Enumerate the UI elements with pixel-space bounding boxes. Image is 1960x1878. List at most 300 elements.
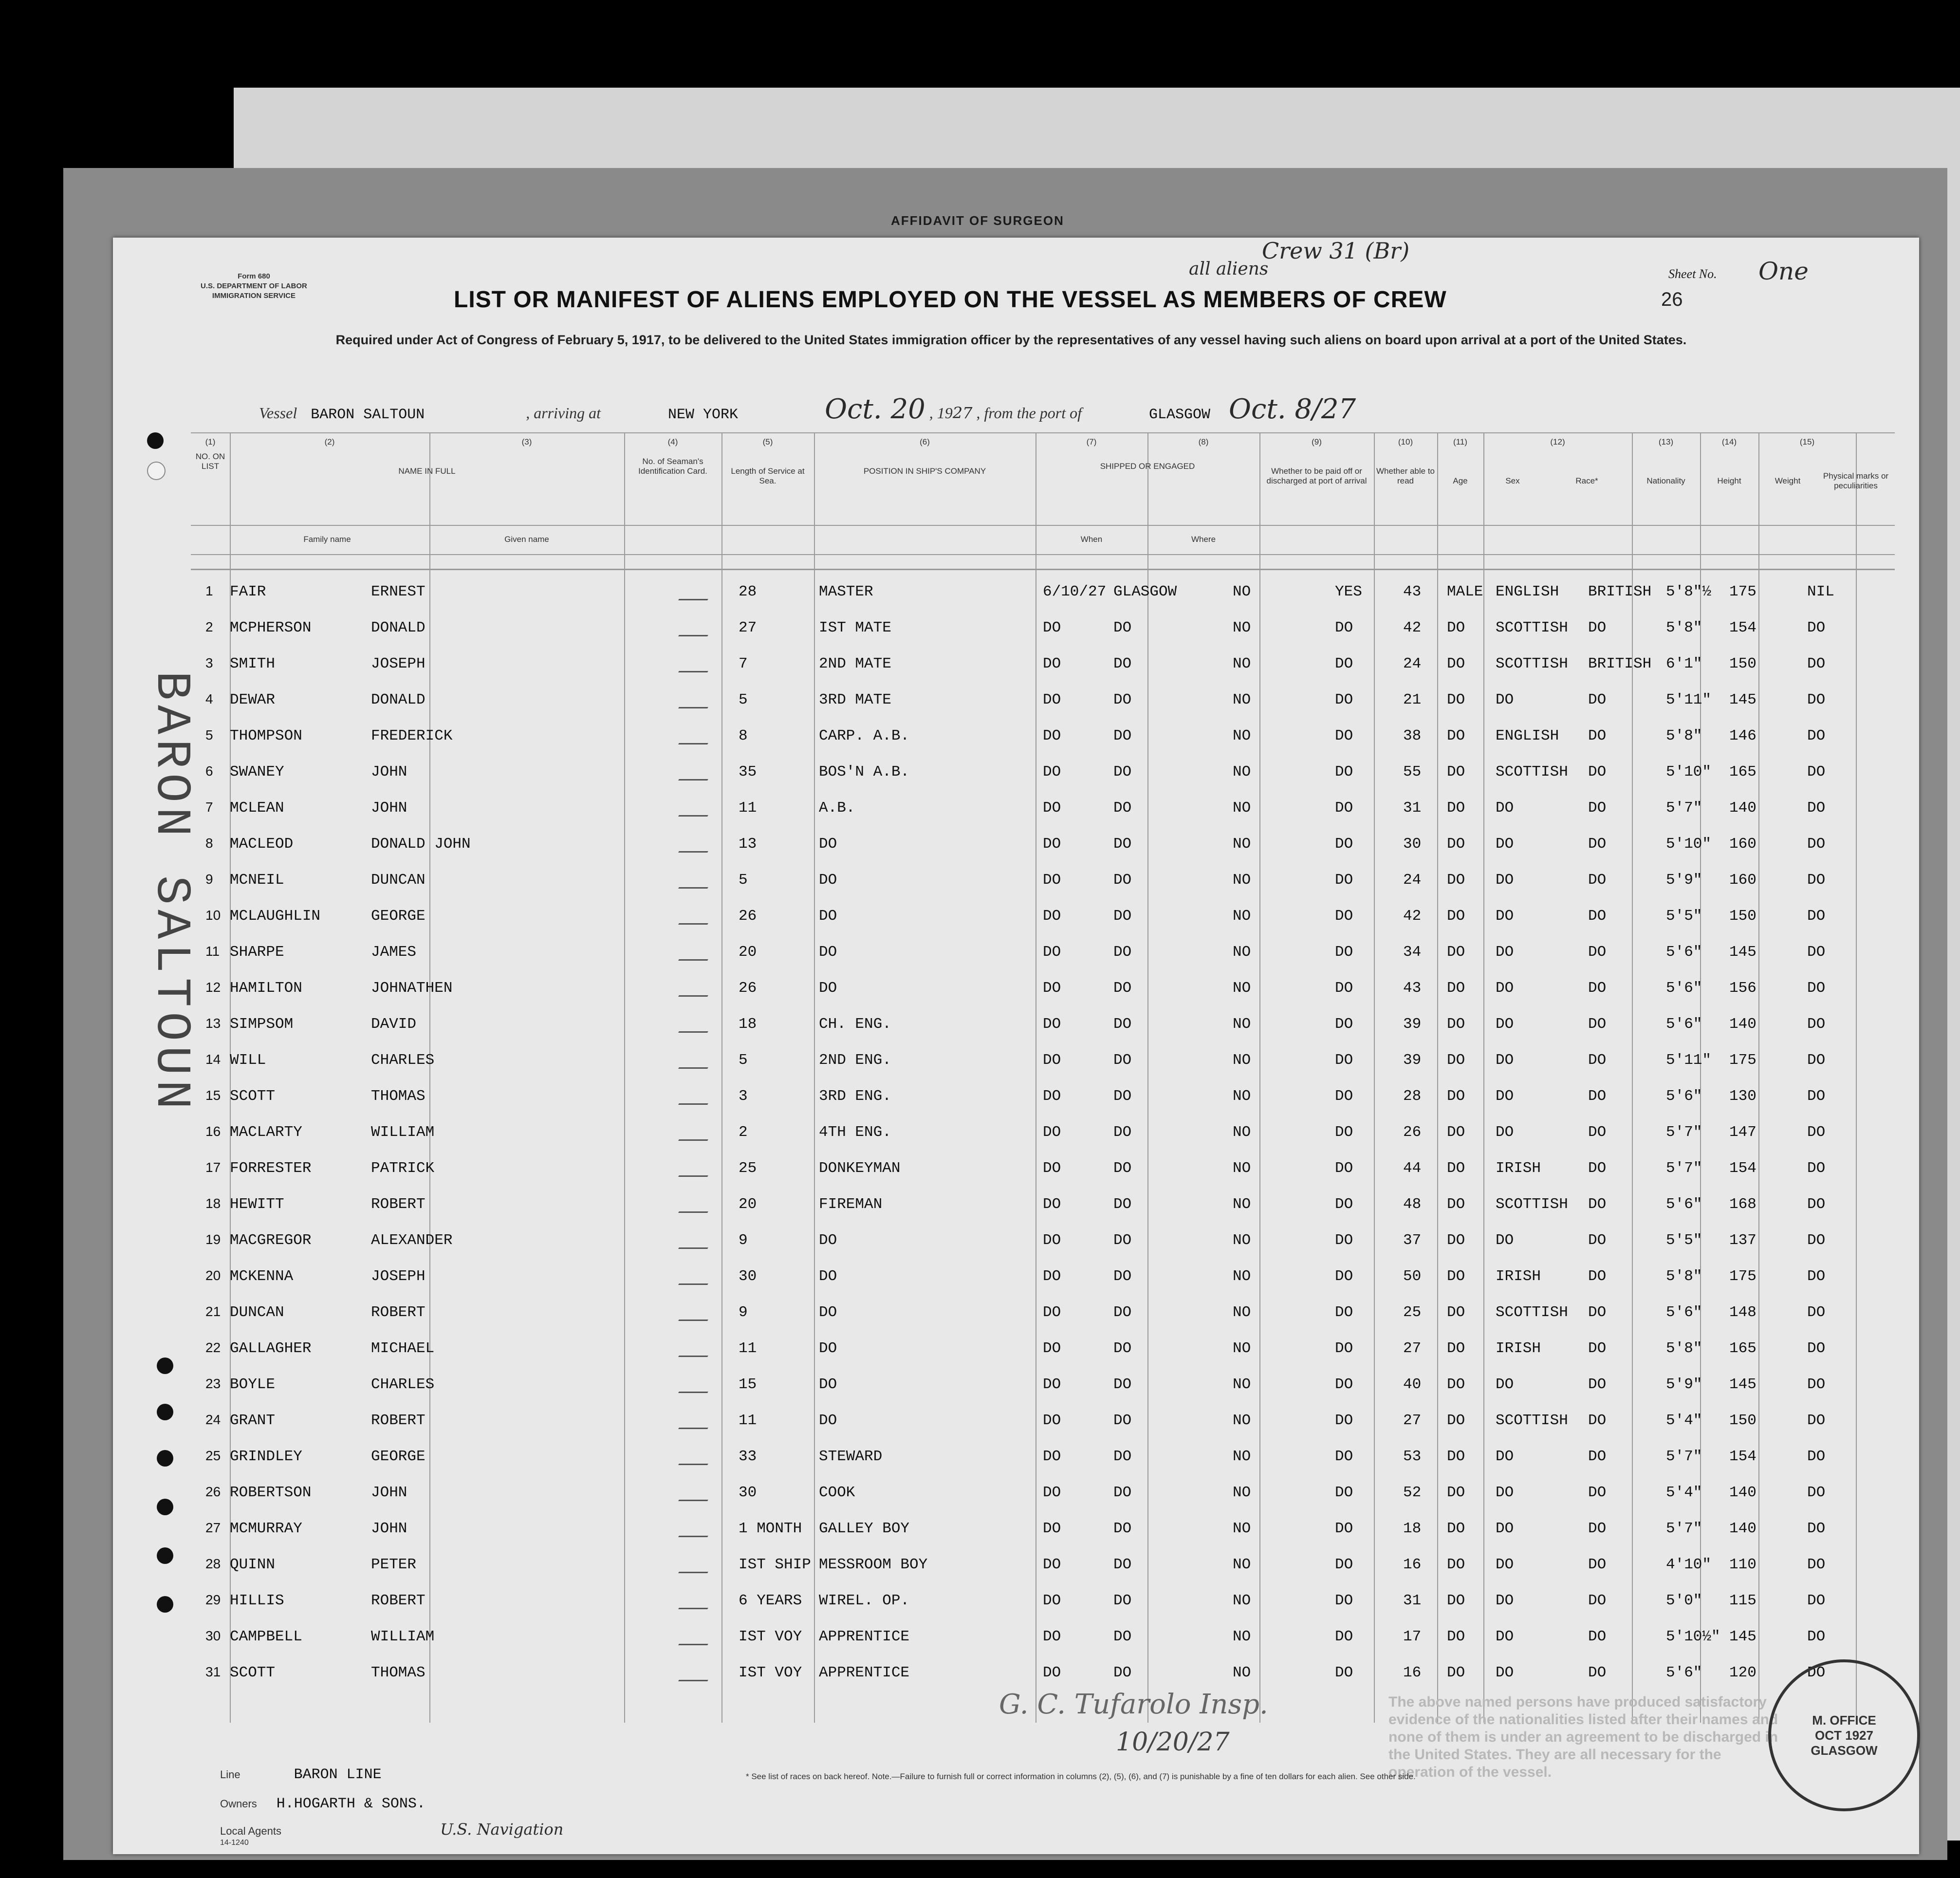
col-number: (7) (1086, 437, 1097, 446)
crew-no-cell: 21 (205, 1304, 221, 1319)
family-name-cell: MACGREGOR (230, 1232, 312, 1249)
sex-cell: DO (1447, 1484, 1465, 1501)
nationality-cell: DO (1588, 1448, 1607, 1465)
checkmark-icon (678, 946, 716, 961)
weight-cell: 150 (1729, 655, 1757, 672)
able-to-read-cell: DO (1335, 1376, 1353, 1393)
position-cell: DO (819, 872, 837, 889)
col-header-name: NAME IN FULL (398, 466, 456, 476)
sex-cell: DO (1447, 944, 1465, 961)
weight-cell: 154 (1729, 1160, 1757, 1177)
crew-list (191, 574, 1895, 1691)
race-cell: DO (1496, 1628, 1514, 1645)
sex-cell: DO (1447, 1124, 1465, 1141)
shipped-when-cell: DO (1043, 1268, 1061, 1285)
shipped-when-cell: DO (1043, 691, 1061, 708)
table-row (191, 934, 1895, 970)
shipped-when-cell: DO (1043, 1016, 1061, 1033)
paid-off-cell: NO (1233, 1556, 1251, 1573)
weight-cell: 160 (1729, 836, 1757, 853)
given-name-cell: GEORGE (371, 1448, 425, 1465)
col-header-weight: Weight (1775, 476, 1801, 485)
weight-cell: 146 (1729, 727, 1757, 744)
table-row (191, 970, 1895, 1006)
family-name-cell: FAIR (230, 583, 266, 600)
shipped-where-cell: DO (1113, 1016, 1132, 1033)
position-cell: DO (819, 836, 837, 853)
table-row (191, 1258, 1895, 1294)
given-name-cell: JOHNATHEN (371, 980, 453, 997)
line-value: BARON LINE (294, 1766, 382, 1783)
paid-off-cell: NO (1233, 872, 1251, 889)
family-name-cell: MACLARTY (230, 1124, 302, 1141)
able-to-read-cell: DO (1335, 1520, 1353, 1537)
col-header-nationality: Nationality (1646, 476, 1685, 485)
weight-cell: 120 (1729, 1664, 1757, 1681)
service-length-cell: 11 (739, 800, 757, 817)
able-to-read-cell: DO (1335, 1484, 1353, 1501)
position-cell: 3RD MATE (819, 691, 891, 708)
checkmark-icon (678, 1414, 716, 1429)
nationality-cell: DO (1588, 1304, 1607, 1321)
age-cell: 34 (1403, 944, 1422, 961)
marks-cell: DO (1807, 944, 1826, 961)
punch-hole (147, 432, 164, 449)
crew-count-note: Crew 31 (Br) (1262, 238, 1410, 264)
sex-cell: DO (1447, 1628, 1465, 1645)
shipped-where-cell: DO (1113, 872, 1132, 889)
shipped-where-cell: DO (1113, 1628, 1132, 1645)
vessel-label: Vessel (259, 404, 297, 422)
checkmark-icon (678, 729, 716, 744)
able-to-read-cell: DO (1335, 1052, 1353, 1069)
shipped-where-cell: DO (1113, 800, 1132, 817)
crew-no-cell: 19 (205, 1232, 221, 1247)
paid-off-cell: NO (1233, 1520, 1251, 1537)
shipped-where-cell: DO (1113, 1232, 1132, 1249)
table-row (191, 1510, 1895, 1546)
crew-no-cell: 27 (205, 1520, 221, 1535)
age-cell: 30 (1403, 836, 1422, 853)
weight-cell: 140 (1729, 800, 1757, 817)
side-vessel-stamp: BARON SALTOUN (143, 671, 198, 1115)
height-cell: 5'10" (1666, 763, 1712, 781)
paid-off-cell: NO (1233, 1412, 1251, 1429)
nationality-cell: DO (1588, 1052, 1607, 1069)
height-cell: 5'6" (1666, 1304, 1702, 1321)
able-to-read-cell: DO (1335, 872, 1353, 889)
nationality-cell: DO (1588, 1520, 1607, 1537)
race-cell: DO (1496, 1016, 1514, 1033)
checkmark-icon (678, 982, 716, 997)
shipped-where-cell: DO (1113, 1376, 1132, 1393)
checkmark-icon (678, 1594, 716, 1609)
shipped-where-cell: DO (1113, 691, 1132, 708)
checkmark-icon (678, 693, 716, 708)
shipped-when-cell: DO (1043, 1232, 1061, 1249)
checkmark-icon (678, 1306, 716, 1321)
shipped-where-cell: DO (1113, 1592, 1132, 1609)
race-cell: DO (1496, 1088, 1514, 1105)
nationality-cell: DO (1588, 1268, 1607, 1285)
height-cell: 5'8" (1666, 727, 1702, 744)
shipped-where-cell: DO (1113, 1664, 1132, 1681)
race-cell: DO (1496, 1448, 1514, 1465)
checkmark-icon (678, 1486, 716, 1501)
shipped-where-cell: DO (1113, 1052, 1132, 1069)
sheet-no: One (1758, 257, 1809, 285)
col-header-race: Race* (1575, 476, 1598, 485)
crew-no-cell: 5 (205, 727, 213, 743)
position-cell: 2ND ENG. (819, 1052, 891, 1069)
table-row (191, 682, 1895, 718)
age-cell: 16 (1403, 1664, 1422, 1681)
subhead-when: When (1080, 535, 1103, 544)
marks-cell: DO (1807, 1304, 1826, 1321)
able-to-read-cell: DO (1335, 944, 1353, 961)
rule (191, 432, 1895, 433)
sex-cell: DO (1447, 980, 1465, 997)
given-name-cell: ERNEST (371, 583, 425, 600)
sex-cell: DO (1447, 1016, 1465, 1033)
sex-cell: DO (1447, 1592, 1465, 1609)
age-cell: 18 (1403, 1520, 1422, 1537)
year-label: , 19 (929, 404, 953, 422)
able-to-read-cell: YES (1335, 583, 1362, 600)
age-cell: 16 (1403, 1556, 1422, 1573)
marks-cell: DO (1807, 1592, 1826, 1609)
crew-no-cell: 31 (205, 1664, 221, 1679)
given-name-cell: CHARLES (371, 1052, 435, 1069)
shipped-where-cell: DO (1113, 727, 1132, 744)
sex-cell: DO (1447, 1520, 1465, 1537)
punch-hole (157, 1404, 173, 1420)
table-row (191, 1618, 1895, 1655)
shipped-where-cell: DO (1113, 944, 1132, 961)
height-cell: 5'8" (1666, 1268, 1702, 1285)
weight-cell: 156 (1729, 980, 1757, 997)
marks-cell: DO (1807, 1160, 1826, 1177)
checkmark-icon (678, 621, 716, 636)
able-to-read-cell: DO (1335, 1160, 1353, 1177)
age-cell: 27 (1403, 1340, 1422, 1357)
position-cell: 4TH ENG. (819, 1124, 891, 1141)
weight-cell: 130 (1729, 1088, 1757, 1105)
nationality-cell: DO (1588, 691, 1607, 708)
position-cell: DO (819, 908, 837, 925)
able-to-read-cell: DO (1335, 800, 1353, 817)
age-cell: 53 (1403, 1448, 1422, 1465)
able-to-read-cell: DO (1335, 655, 1353, 672)
marks-cell: DO (1807, 1232, 1826, 1249)
marks-cell: DO (1807, 1052, 1826, 1069)
family-name-cell: MCMURRAY (230, 1520, 302, 1537)
owners-label: Owners (220, 1798, 257, 1810)
arrival-year: 27 (952, 404, 973, 422)
table-row (191, 1366, 1895, 1402)
shipped-when-cell: DO (1043, 944, 1061, 961)
paid-off-cell: NO (1233, 980, 1251, 997)
height-cell: 5'6" (1666, 944, 1702, 961)
col-number: (2) (324, 437, 335, 446)
age-cell: 52 (1403, 1484, 1422, 1501)
col-header-position: POSITION IN SHIP'S COMPANY (863, 466, 986, 476)
height-cell: 5'8"½ (1666, 583, 1712, 600)
crew-no-cell: 11 (205, 944, 220, 959)
age-cell: 48 (1403, 1196, 1422, 1213)
family-name-cell: MCLEAN (230, 800, 284, 817)
shipped-where-cell: DO (1113, 1196, 1132, 1213)
able-to-read-cell: DO (1335, 619, 1353, 636)
punch-hole (157, 1357, 173, 1374)
marks-cell: DO (1807, 872, 1826, 889)
footnote: * See list of races on back hereof. Note.—Failure to furnish full or correct information in columns (2), (5), (6), and (7) is punishable by a fine of ten dollars for each alien. See other side. (746, 1772, 1416, 1781)
affidavit-heading: AFFIDAVIT OF SURGEON (891, 213, 1064, 228)
age-cell: 55 (1403, 763, 1422, 781)
table-row (191, 898, 1895, 934)
given-name-cell: ALEXANDER (371, 1232, 453, 1249)
weight-cell: 150 (1729, 1412, 1757, 1429)
nationality-cell: BRITISH (1588, 655, 1652, 672)
shipped-when-cell: DO (1043, 1664, 1061, 1681)
certification-text: The above named persons have produced satisfactory evidence of the nationalities listed after their names and none of them is under an agreement to be discharged in the United States. They are all necessary for the operation of the vessel. (1388, 1694, 1778, 1780)
shipped-where-cell: DO (1113, 1088, 1132, 1105)
race-cell: DO (1496, 1376, 1514, 1393)
service-length-cell: 11 (739, 1412, 757, 1429)
crew-no-cell: 20 (205, 1268, 221, 1283)
paid-off-cell: NO (1233, 583, 1251, 600)
weight-cell: 115 (1729, 1592, 1757, 1609)
position-cell: DO (819, 1340, 837, 1357)
paid-off-cell: NO (1233, 1376, 1251, 1393)
age-cell: 31 (1403, 800, 1422, 817)
family-name-cell: GRANT (230, 1412, 276, 1429)
paid-off-cell: NO (1233, 800, 1251, 817)
marks-cell: DO (1807, 1664, 1826, 1681)
paid-off-cell: NO (1233, 1196, 1251, 1213)
col-number: (6) (920, 437, 930, 446)
sex-cell: DO (1447, 727, 1465, 744)
given-name-cell: JOHN (371, 800, 407, 817)
service-length-cell: 2 (739, 1124, 748, 1141)
nationality-cell: DO (1588, 836, 1607, 853)
able-to-read-cell: DO (1335, 1232, 1353, 1249)
height-cell: 5'7" (1666, 1448, 1702, 1465)
height-cell: 5'10" (1666, 836, 1712, 853)
nationality-cell: DO (1588, 1376, 1607, 1393)
crew-no-cell: 18 (205, 1196, 221, 1211)
shipped-where-cell: GLASGOW (1113, 583, 1177, 600)
race-cell: IRISH (1496, 1160, 1541, 1177)
position-cell: DO (819, 1412, 837, 1429)
shipped-when-cell: DO (1043, 800, 1061, 817)
punch-hole (157, 1499, 173, 1515)
marks-cell: DO (1807, 1376, 1826, 1393)
shipped-when-cell: DO (1043, 763, 1061, 781)
paid-off-cell: NO (1233, 1016, 1251, 1033)
sex-cell: DO (1447, 691, 1465, 708)
stamp-line: GLASGOW (1811, 1743, 1878, 1758)
marks-cell: DO (1807, 908, 1826, 925)
form-number: Form 680 (238, 272, 270, 280)
race-cell: IRISH (1496, 1340, 1541, 1357)
marks-cell: DO (1807, 727, 1826, 744)
rule (191, 554, 1895, 555)
position-cell: GALLEY BOY (819, 1520, 910, 1537)
height-cell: 5'6" (1666, 980, 1702, 997)
shipped-where-cell: DO (1113, 980, 1132, 997)
shipped-where-cell: DO (1113, 1412, 1132, 1429)
age-cell: 42 (1403, 908, 1422, 925)
table-row (191, 718, 1895, 754)
nationality-cell: DO (1588, 1016, 1607, 1033)
age-cell: 38 (1403, 727, 1422, 744)
sex-cell: DO (1447, 1052, 1465, 1069)
col-header-no: NO. ON LIST (195, 452, 225, 471)
family-name-cell: GALLAGHER (230, 1340, 312, 1357)
shipped-where-cell: DO (1113, 836, 1132, 853)
col-header-id-card: No. of Seaman's Identification Card. (638, 457, 707, 476)
race-cell: SCOTTISH (1496, 1412, 1568, 1429)
family-name-cell: MCNEIL (230, 872, 284, 889)
able-to-read-cell: DO (1335, 1556, 1353, 1573)
paid-off-cell: NO (1233, 1448, 1251, 1465)
table-row (191, 862, 1895, 898)
able-to-read-cell: DO (1335, 1628, 1353, 1645)
inspector-signature: G. C. Tufarolo Insp. (999, 1689, 1268, 1720)
sex-cell: DO (1447, 1196, 1465, 1213)
given-name-cell: PETER (371, 1556, 417, 1573)
crew-no-cell: 12 (205, 980, 221, 995)
sex-cell: DO (1447, 1376, 1465, 1393)
checkmark-icon (678, 837, 716, 853)
family-name-cell: MCPHERSON (230, 619, 312, 636)
shipped-when-cell: DO (1043, 1448, 1061, 1465)
crew-no-cell: 14 (205, 1052, 221, 1067)
given-name-cell: THOMAS (371, 1088, 425, 1105)
crew-no-cell: 26 (205, 1484, 221, 1499)
given-name-cell: JAMES (371, 944, 417, 961)
shipped-where-cell: DO (1113, 1160, 1132, 1177)
age-cell: 50 (1403, 1268, 1422, 1285)
sex-cell: DO (1447, 1556, 1465, 1573)
weight-cell: 165 (1729, 1340, 1757, 1357)
nationality-cell: DO (1588, 872, 1607, 889)
able-to-read-cell: DO (1335, 836, 1353, 853)
family-name-cell: HAMILTON (230, 980, 302, 997)
arriving-label: , arriving at (526, 404, 601, 422)
given-name-cell: JOSEPH (371, 1268, 425, 1285)
marks-cell: DO (1807, 619, 1826, 636)
shipped-when-cell: DO (1043, 1340, 1061, 1357)
agents-label: Local Agents (220, 1825, 281, 1837)
given-name-cell: CHARLES (371, 1376, 435, 1393)
age-cell: 31 (1403, 1592, 1422, 1609)
service-length-cell: 5 (739, 1052, 748, 1069)
paid-off-cell: NO (1233, 727, 1251, 744)
marks-cell: DO (1807, 655, 1826, 672)
given-name-cell: GEORGE (371, 908, 425, 925)
col-header-shipped: SHIPPED OR ENGAGED (1100, 462, 1195, 471)
checkmark-icon (678, 910, 716, 925)
able-to-read-cell: DO (1335, 691, 1353, 708)
sex-cell: DO (1447, 1160, 1465, 1177)
able-to-read-cell: DO (1335, 1412, 1353, 1429)
checkmark-icon (678, 1162, 716, 1177)
sex-cell: DO (1447, 1664, 1465, 1681)
able-to-read-cell: DO (1335, 1088, 1353, 1105)
position-cell: DO (819, 1304, 837, 1321)
position-cell: 3RD ENG. (819, 1088, 891, 1105)
crew-no-cell: 8 (205, 836, 213, 851)
col-header-paid-off: Whether to be paid off or discharged at port of arrival (1266, 466, 1367, 485)
position-cell: A.B. (819, 800, 855, 817)
weight-cell: 140 (1729, 1016, 1757, 1033)
shipped-when-cell: DO (1043, 1592, 1061, 1609)
position-cell: MESSROOM BOY (819, 1556, 928, 1573)
given-name-cell: ROBERT (371, 1412, 425, 1429)
height-cell: 5'7" (1666, 1160, 1702, 1177)
age-cell: 40 (1403, 1376, 1422, 1393)
race-cell: DO (1496, 1232, 1514, 1249)
vessel-line (259, 393, 1356, 425)
given-name-cell: FREDERICK (371, 727, 453, 744)
shipped-where-cell: DO (1113, 1484, 1132, 1501)
marks-cell: DO (1807, 1016, 1826, 1033)
crew-no-cell: 10 (205, 908, 221, 923)
shipped-when-cell: DO (1043, 1124, 1061, 1141)
table-row (191, 1186, 1895, 1222)
given-name-cell: JOHN (371, 1520, 407, 1537)
table-row (191, 1402, 1895, 1438)
nationality-cell: DO (1588, 1124, 1607, 1141)
weight-cell: 140 (1729, 1484, 1757, 1501)
able-to-read-cell: DO (1335, 1016, 1353, 1033)
sex-cell: DO (1447, 908, 1465, 925)
weight-cell: 154 (1729, 1448, 1757, 1465)
crew-no-cell: 4 (205, 691, 213, 707)
age-cell: 37 (1403, 1232, 1422, 1249)
nationality-cell: DO (1588, 1592, 1607, 1609)
position-cell: DO (819, 944, 837, 961)
crew-no-cell: 28 (205, 1556, 221, 1571)
race-cell: DO (1496, 872, 1514, 889)
age-cell: 21 (1403, 691, 1422, 708)
height-cell: 5'11" (1666, 691, 1712, 708)
table-row (191, 1330, 1895, 1366)
weight-cell: 160 (1729, 872, 1757, 889)
checkmark-icon (678, 1342, 716, 1357)
service-length-cell: 35 (739, 763, 757, 781)
footer-agents (220, 1820, 563, 1847)
marks-cell: DO (1807, 1520, 1826, 1537)
paid-off-cell: NO (1233, 1232, 1251, 1249)
col-header-service: Length of Service at Sea. (731, 466, 805, 485)
marks-cell: DO (1807, 980, 1826, 997)
age-cell: 24 (1403, 655, 1422, 672)
crew-no-cell: 2 (205, 619, 213, 634)
marks-cell: DO (1807, 1448, 1826, 1465)
marks-cell: DO (1807, 1628, 1826, 1645)
table-row (191, 754, 1895, 790)
sex-cell: DO (1447, 836, 1465, 853)
paid-off-cell: NO (1233, 619, 1251, 636)
col-header-sex: Sex (1505, 476, 1520, 485)
marks-cell: DO (1807, 1196, 1826, 1213)
crew-no-cell: 22 (205, 1340, 221, 1355)
able-to-read-cell: DO (1335, 980, 1353, 997)
weight-cell: 110 (1729, 1556, 1757, 1573)
